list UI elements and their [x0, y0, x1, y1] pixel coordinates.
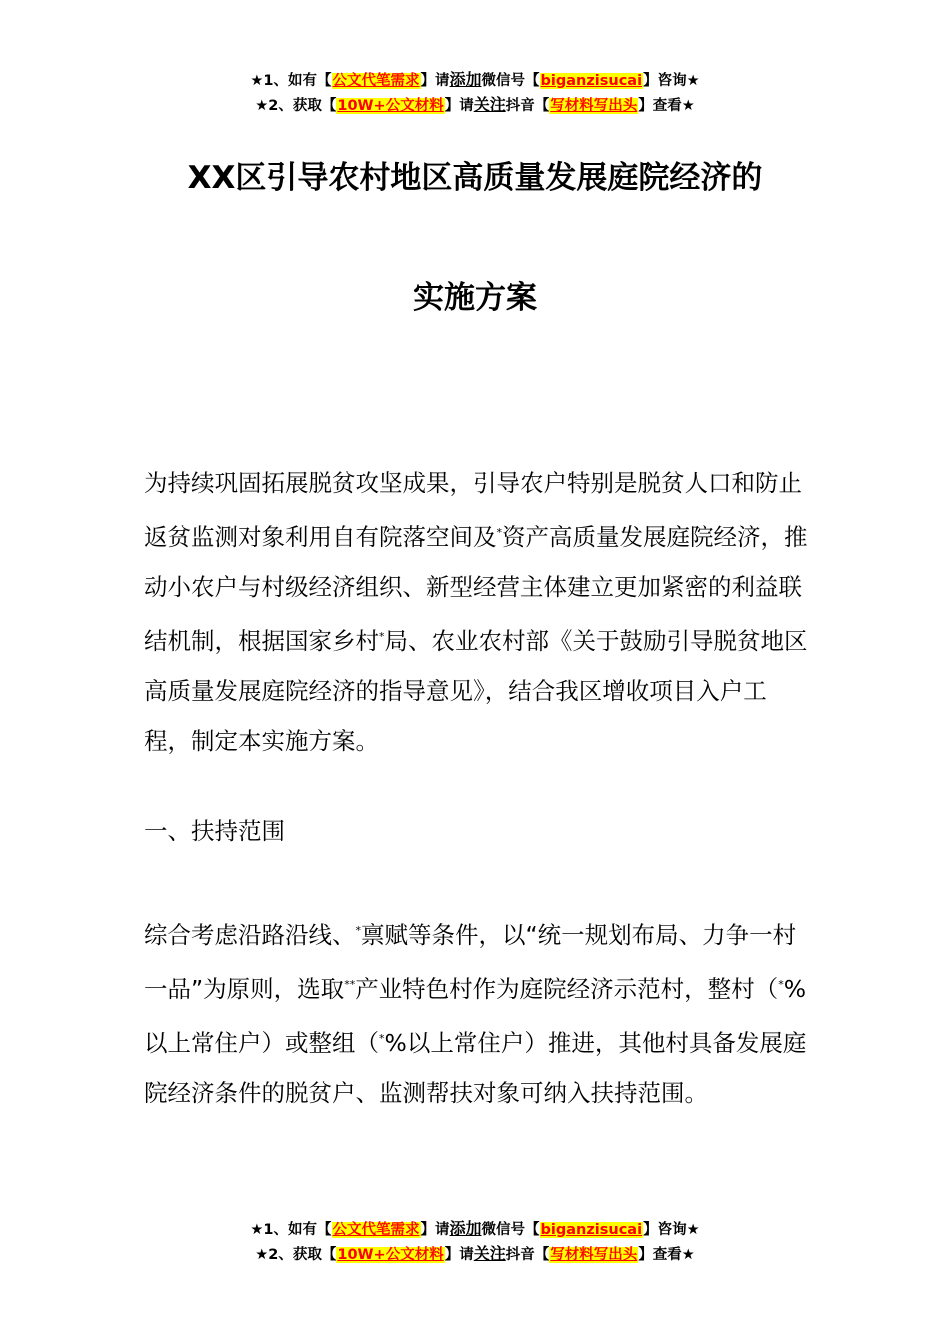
banner-highlight: 10W+公文材料 [337, 98, 444, 114]
banner-text: 】请 [444, 98, 474, 114]
banner-highlight: biganzisucai [540, 1222, 643, 1238]
banner-highlight: biganzisucai [540, 73, 643, 89]
redaction-mark: * [496, 526, 502, 539]
banner-highlight: 写材料写出头 [550, 1247, 638, 1263]
banner-text: 】查看★ [638, 1247, 695, 1263]
banner-text: ★1、如有【 [250, 1222, 332, 1238]
banner-text: 】请 [420, 1222, 450, 1238]
banner-text: ★2、获取【 [255, 98, 337, 114]
paragraph-text: 为持续巩固拓展脱贫攻坚成果，引导农户特别是脱贫人口和防止返贫监测对象利用自有院落空间及 [144, 469, 802, 551]
banner-highlight: 写材料写出头 [550, 98, 638, 114]
paragraph-text: %以上常住户）或整组（ [144, 975, 807, 1057]
bottom-banner [0, 1217, 950, 1267]
redaction-mark: ** [344, 978, 356, 991]
banner-text: 微信号【 [481, 73, 540, 89]
banner-underlined: 关注 [473, 1244, 506, 1263]
banner-text: 】咨询★ [643, 73, 700, 89]
top-banner [0, 68, 950, 118]
redaction-mark: * [379, 1032, 385, 1045]
paragraph-text: 资产高质量发展庭院经济，推动小农户与村级经济组织、新型经营主体建立更加紧密的利益联结机制，根据国家乡村 [144, 523, 808, 655]
banner-underlined: 关注 [473, 95, 506, 114]
redaction-mark: * [379, 630, 385, 643]
scope-paragraph [144, 906, 812, 1118]
banner-text: 抖音【 [505, 98, 550, 114]
banner-line-1 [0, 1217, 950, 1242]
banner-text: 微信号【 [481, 1222, 540, 1238]
paragraph-text: %以上常住户）推进，其他村具备发展庭院经济条件的脱贫户、监测帮扶对象可纳入扶持范围。 [144, 1029, 807, 1107]
banner-line-2 [0, 93, 950, 118]
banner-text: 抖音【 [505, 1247, 550, 1263]
banner-highlight: 公文代笔需求 [332, 1222, 420, 1238]
document-title-line-2: 实施方案 [413, 280, 537, 316]
banner-text: ★1、如有【 [250, 73, 332, 89]
redaction-mark: * [778, 978, 784, 991]
section-heading: 一、扶持范围 [144, 817, 285, 845]
banner-line-2 [0, 1242, 950, 1267]
banner-text: 】请 [420, 73, 450, 89]
banner-text: 】查看★ [638, 98, 695, 114]
paragraph-text: 局、农业农村部《关于鼓励引导脱贫地区高质量发展庭院经济的指导意见》，结合我区增收项目入户工程，制定本实施方案。 [144, 627, 808, 755]
banner-highlight: 10W+公文材料 [337, 1247, 444, 1263]
redaction-mark: * [355, 924, 361, 937]
document-title-line-1: XX区引导农村地区高质量发展庭院经济的 [187, 160, 763, 196]
banner-text: 】请 [444, 1247, 474, 1263]
banner-line-1 [0, 68, 950, 93]
intro-paragraph [144, 458, 812, 766]
banner-text: ★2、获取【 [255, 1247, 337, 1263]
banner-text: 】咨询★ [643, 1222, 700, 1238]
banner-highlight: 公文代笔需求 [332, 73, 420, 89]
paragraph-text: 综合考虑沿路沿线、 [144, 921, 356, 949]
banner-underlined: 添加 [449, 1219, 482, 1238]
banner-underlined: 添加 [449, 70, 482, 89]
paragraph-text: 禀赋等条件，以“统一规划布局、力争一村一品”为原则，选取 [144, 921, 797, 1003]
paragraph-text: 产业特色村作为庭院经济示范村，整村（ [355, 975, 779, 1003]
